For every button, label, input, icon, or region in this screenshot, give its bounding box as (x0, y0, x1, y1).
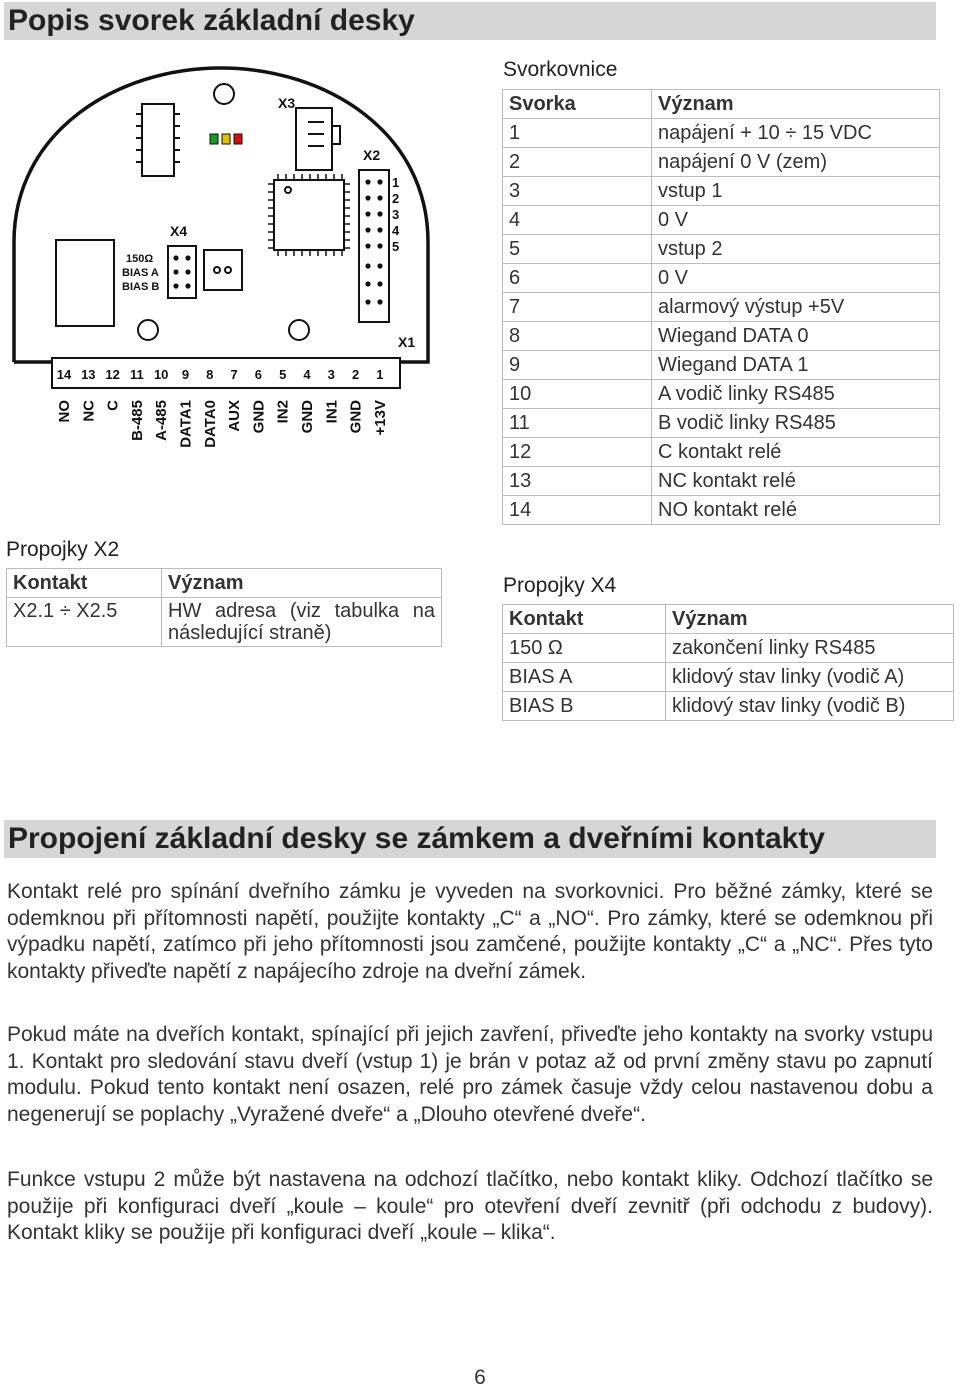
table-row: 11 B vodič linky RS485 (503, 409, 940, 438)
led-green (210, 134, 218, 144)
table-row: 6 0 V (503, 264, 940, 293)
x4-jumper-label: 150Ω (126, 253, 154, 265)
column-header: Svorka (503, 90, 652, 119)
x2-pin-number: 2 (392, 191, 400, 206)
terminal-name: AUX (226, 400, 244, 432)
terminal-name: A-485 (153, 400, 171, 441)
x4-label: X4 (170, 223, 188, 239)
table-row: 2 napájení 0 V (zem) (503, 148, 940, 177)
terminal-number: 11 (130, 367, 144, 382)
terminal-names (56, 400, 389, 448)
table-row: 150 Ω zakončení linky RS485 (503, 634, 954, 663)
terminal-name: GND (299, 400, 316, 434)
board-diagram (6, 62, 436, 472)
terminal-name: +13V (371, 400, 389, 436)
x2-pin-number: 3 (392, 207, 400, 222)
terminal-number: 10 (153, 367, 169, 382)
table-header-row (503, 90, 940, 119)
x1-label: X1 (398, 334, 416, 350)
table-row: BIAS B klidový stav linky (vodič B) (503, 692, 954, 721)
table-row: 4 0 V (503, 206, 940, 235)
terminal-number: 8 (206, 367, 214, 382)
terminal-number: 7 (230, 367, 238, 382)
table-row: 12 C kontakt relé (503, 438, 940, 467)
column-header: Význam (666, 605, 954, 634)
table-row: BIAS A klidový stav linky (vodič A) (503, 663, 954, 692)
propojky-x2-title: Propojky X2 (6, 538, 120, 561)
table-row: 9 Wiegand DATA 1 (503, 351, 940, 380)
table-row: 14 NO kontakt relé (503, 496, 940, 525)
column-header: Význam (162, 569, 442, 598)
terminal-number: 5 (279, 367, 287, 382)
propojky-x4-table (502, 604, 954, 721)
terminal-number: 6 (254, 367, 263, 382)
terminal-name: C (104, 400, 122, 411)
terminal-name: DATA0 (201, 400, 219, 448)
x4-jumper-block (168, 246, 196, 298)
x3-label: X3 (278, 95, 296, 111)
terminal-number: 2 (351, 367, 360, 382)
page-title: Popis svorek základní desky (8, 4, 415, 37)
table-row: 5 vstup 2 (503, 235, 940, 264)
propojky-x4-title: Propojky X4 (503, 574, 617, 597)
page-number: 6 (474, 1366, 486, 1389)
table-row: 10 A vodič linky RS485 (503, 380, 940, 409)
table-row: 8 Wiegand DATA 0 (503, 322, 940, 351)
table-row: 13 NC kontakt relé (503, 467, 940, 496)
paragraph: Kontakt relé pro spínání dveřního zámku je vyveden na svorkovnici. Pro běžné zámky, které se odemknou při přítomnosti napětí, použijte kontakty „C“ a „NO“. Pro zámky, které se odemknou při výpadku napětí, zatímco při jeho přítomnosti jsou zamčené, použijte kontakty „C“ a „NC“. Přes tyto kontakty přiveďte napětí z napájecího zdroje na dveřní zámek. (7, 880, 933, 983)
x1-terminal-strip (52, 358, 400, 388)
x4-jumper-label: BIAS A (122, 267, 159, 279)
terminal-name: DATA1 (177, 400, 195, 448)
mounting-hole (289, 320, 309, 340)
x2-pin-number: 5 (392, 239, 400, 254)
paragraph: Pokud máte na dveřích kontakt, spínající při jejich zavření, přiveďte jeho kontakty na svorky vstupu 1. Kontakt pro sledování stavu dveří (vstup 1) je brán v potaz až od první změny stavu po zapnutí modulu. Pokud tento kontakt není osazen, relé pro zámek časuje vždy celou nastavenou dobu a negenerují se poplachy „Vyražené dveře“ a „Dlouho otevřené dveře“. (7, 1023, 933, 1126)
x2-label: X2 (363, 147, 381, 163)
relay (56, 240, 114, 326)
table-row: 3 vstup 1 (503, 177, 940, 206)
x2-pin-number: 1 (392, 175, 400, 190)
svorkovnice-title: Svorkovnice (503, 58, 618, 81)
terminal-name: IN2 (274, 400, 292, 424)
terminal-name: IN1 (323, 400, 341, 424)
terminal-name: GND (250, 400, 268, 434)
led-yellow (222, 134, 230, 144)
small-ic (136, 104, 180, 176)
propojky-x2-table (6, 568, 442, 647)
terminal-name: NO (56, 400, 73, 423)
mounting-hole (138, 320, 158, 340)
column-header: Kontakt (503, 605, 666, 634)
buzzer-component (204, 250, 242, 290)
terminal-number: 14 (56, 367, 72, 382)
svorkovnice-table (502, 89, 940, 525)
column-header: Význam (652, 90, 940, 119)
table-row: 1 napájení + 10 ÷ 15 VDC (503, 119, 940, 148)
x2-pin-number: 4 (392, 223, 400, 238)
x4-jumper-label: BIAS B (122, 281, 160, 293)
table-header-row (503, 605, 954, 634)
section-heading-bar (4, 820, 936, 858)
column-header: Kontakt (7, 569, 162, 598)
table-row: X2.1 ÷ X2.5 HW adresa (viz tabulka na následující straně) (7, 598, 442, 647)
terminal-number: 3 (327, 367, 335, 382)
table-row: 7 alarmový výstup +5V (503, 293, 940, 322)
terminal-number: 1 (376, 367, 384, 382)
terminal-name: NC (80, 400, 98, 422)
table-header-row (7, 569, 442, 598)
terminal-name: B-485 (128, 400, 146, 441)
led-red (234, 134, 242, 144)
terminal-number: 13 (81, 367, 96, 382)
section-title: Propojení základní desky se zámkem a dveřními kontakty (8, 822, 825, 855)
x3-connector (296, 108, 340, 170)
section-heading-bar (4, 2, 936, 40)
microcontroller-chip (274, 180, 344, 250)
paragraph: Funkce vstupu 2 může být nastavena na odchozí tlačítko, nebo kontakt kliky. Odchozí tlačítko se použije při konfiguraci dveří „koule – koule“ pro otevření dveří zevnitř (při odchodu z budovy). Kontakt kliky se použije při konfiguraci dveří „koule – klika“. (7, 1168, 933, 1244)
terminal-number: 12 (105, 367, 120, 382)
terminal-name: GND (347, 400, 365, 434)
mounting-hole (214, 84, 234, 104)
x2-jumper-block (359, 170, 389, 322)
terminal-number: 9 (181, 367, 190, 382)
terminal-number: 4 (303, 367, 311, 382)
